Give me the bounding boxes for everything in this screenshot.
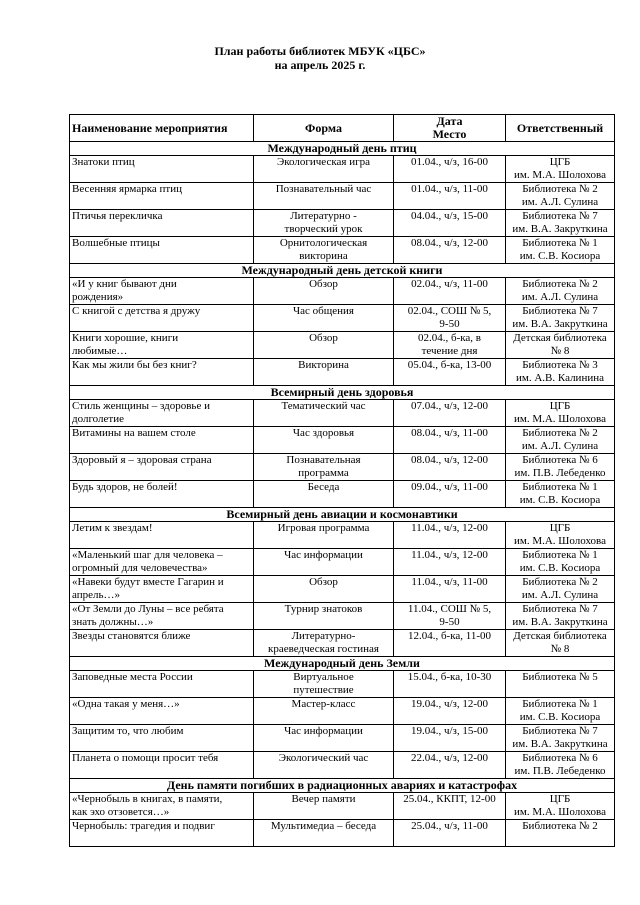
event-name-cell: «Одна такая у меня…» (70, 698, 254, 725)
event-date-cell: 08.04., ч/з, 12-00 (394, 237, 506, 264)
event-responsible-cell: Библиотека № 2 им. А.Л. Сулина (506, 183, 615, 210)
table-row (70, 576, 615, 603)
table-row (70, 630, 615, 657)
header-name: Наименование мероприятия (70, 115, 254, 142)
event-name-cell: Птичья перекличка (70, 210, 254, 237)
event-name-cell: Будь здоров, не болей! (70, 481, 254, 508)
event-date-cell: 05.04., б-ка, 13-00 (394, 359, 506, 386)
table-row (70, 427, 615, 454)
event-date-cell: 11.04., СОШ № 5, 9-50 (394, 603, 506, 630)
document-title: План работы библиотек МБУК «ЦБС» (214, 44, 426, 58)
event-form-cell: Час здоровья (254, 427, 394, 454)
table-row (70, 278, 615, 305)
event-form-cell: Экологический час (254, 752, 394, 779)
event-name-cell: Книги хорошие, книги любимые… (70, 332, 254, 359)
event-date-cell: 25.04., ККПТ, 12-00 (394, 793, 506, 820)
event-responsible-cell: Библиотека № 7 им. В.А. Закруткина (506, 603, 615, 630)
table-row (70, 671, 615, 698)
event-responsible-cell: Библиотека № 2 им. А.Л. Сулина (506, 427, 615, 454)
table-row (70, 400, 615, 427)
event-responsible-cell: Библиотека № 3 им. А.В. Калинина (506, 359, 615, 386)
event-form-cell: Час информации (254, 549, 394, 576)
event-name-cell: «Чернобыль в книгах, в памяти, как эхо отзовется…» (70, 793, 254, 820)
event-date-cell: 09.04., ч/з, 11-00 (394, 481, 506, 508)
event-name-cell: Звезды становятся ближе (70, 630, 254, 657)
event-form-cell: Час общения (254, 305, 394, 332)
event-form-cell: Тематический час (254, 400, 394, 427)
event-name-cell: «Навеки будут вместе Гагарин и апрель…» (70, 576, 254, 603)
table-row (70, 603, 615, 630)
table-row (70, 454, 615, 481)
event-form-cell: Вечер памяти (254, 793, 394, 820)
table-row (70, 359, 615, 386)
event-date-cell: 02.04., СОШ № 5, 9-50 (394, 305, 506, 332)
event-form-cell: Обзор (254, 332, 394, 359)
event-name-cell: Знатоки птиц (70, 156, 254, 183)
event-date-cell: 02.04., ч/з, 11-00 (394, 278, 506, 305)
event-form-cell: Игровая программа (254, 522, 394, 549)
section-title: Всемирный день авиации и космонавтики (70, 508, 615, 522)
table-row (70, 183, 615, 210)
event-date-cell: 08.04., ч/з, 11-00 (394, 427, 506, 454)
event-date-cell: 25.04., ч/з, 11-00 (394, 820, 506, 847)
event-form-cell: Викторина (254, 359, 394, 386)
event-date-cell: 11.04., ч/з, 11-00 (394, 576, 506, 603)
section-row (70, 264, 615, 278)
event-date-cell: 15.04., б-ка, 10-30 (394, 671, 506, 698)
event-responsible-cell: Библиотека № 1 им. С.В. Косиора (506, 481, 615, 508)
event-form-cell: Турнир знатоков (254, 603, 394, 630)
events-table (69, 114, 615, 847)
event-form-cell: Час информации (254, 725, 394, 752)
event-name-cell: «От Земли до Луны – все ребята знать должны…» (70, 603, 254, 630)
event-date-cell: 22.04., ч/з, 12-00 (394, 752, 506, 779)
section-title: Международный день детской книги (70, 264, 615, 278)
event-responsible-cell: ЦГБ им. М.А. Шолохова (506, 156, 615, 183)
event-responsible-cell: Библиотека № 6 им. П.В. Лебеденко (506, 752, 615, 779)
section-title: Всемирный день здоровья (70, 386, 615, 400)
event-form-cell: Обзор (254, 278, 394, 305)
event-date-cell: 11.04., ч/з, 12-00 (394, 522, 506, 549)
table-row (70, 481, 615, 508)
section-title: Международный день птиц (70, 142, 615, 156)
table-row (70, 522, 615, 549)
event-date-cell: 01.04., ч/з, 16-00 (394, 156, 506, 183)
event-form-cell: Литературно - творческий урок (254, 210, 394, 237)
event-name-cell: Стиль женщины – здоровье и долголетие (70, 400, 254, 427)
section-title: День памяти погибших в радиационных авариях и катастрофах (70, 779, 615, 793)
event-form-cell: Обзор (254, 576, 394, 603)
table-row (70, 820, 615, 847)
event-date-cell: 19.04., ч/з, 12-00 (394, 698, 506, 725)
table-header-row (70, 115, 615, 142)
event-name-cell: «И у книг бывают дни рождения» (70, 278, 254, 305)
event-date-cell: 12.04., б-ка, 11-00 (394, 630, 506, 657)
section-row (70, 657, 615, 671)
table-row (70, 549, 615, 576)
document-subtitle: на апрель 2025 г. (274, 58, 366, 72)
header-date-place: Дата Место (394, 115, 506, 142)
event-responsible-cell: Библиотека № 7 им. В.А. Закруткина (506, 210, 615, 237)
event-form-cell: Беседа (254, 481, 394, 508)
section-row (70, 508, 615, 522)
event-form-cell: Виртуальное путешествие (254, 671, 394, 698)
event-name-cell: «Маленький шаг для человека – огромный для человечества» (70, 549, 254, 576)
event-responsible-cell: Библиотека № 1 им. С.В. Косиора (506, 698, 615, 725)
section-title: Международный день Земли (70, 657, 615, 671)
event-responsible-cell: ЦГБ им. М.А. Шолохова (506, 400, 615, 427)
event-date-cell: 02.04., б-ка, в течение дня (394, 332, 506, 359)
event-date-cell: 01.04., ч/з, 11-00 (394, 183, 506, 210)
table-row (70, 752, 615, 779)
event-responsible-cell: Библиотека № 5 (506, 671, 615, 698)
event-date-cell: 07.04., ч/з, 12-00 (394, 400, 506, 427)
event-name-cell: Заповедные места России (70, 671, 254, 698)
event-responsible-cell: ЦГБ им. М.А. Шолохова (506, 522, 615, 549)
event-name-cell: Защитим то, что любим (70, 725, 254, 752)
event-responsible-cell: Библиотека № 1 им. С.В. Косиора (506, 237, 615, 264)
event-responsible-cell: Библиотека № 7 им. В.А. Закруткина (506, 725, 615, 752)
event-form-cell: Орнитологическая викторина (254, 237, 394, 264)
event-name-cell: Чернобыль: трагедия и подвиг (70, 820, 254, 847)
section-row (70, 142, 615, 156)
table-row (70, 698, 615, 725)
event-form-cell: Познавательная программа (254, 454, 394, 481)
event-date-cell: 19.04., ч/з, 15-00 (394, 725, 506, 752)
header-responsible: Ответственный (506, 115, 615, 142)
event-date-cell: 04.04., ч/з, 15-00 (394, 210, 506, 237)
header-form: Форма (254, 115, 394, 142)
event-responsible-cell: Детская библиотека № 8 (506, 332, 615, 359)
event-responsible-cell: Библиотека № 7 им. В.А. Закруткина (506, 305, 615, 332)
event-form-cell: Познавательный час (254, 183, 394, 210)
table-row (70, 793, 615, 820)
table-row (70, 305, 615, 332)
event-form-cell: Мультимедиа – беседа (254, 820, 394, 847)
event-form-cell: Мастер-класс (254, 698, 394, 725)
event-name-cell: С книгой с детства я дружу (70, 305, 254, 332)
event-date-cell: 08.04., ч/з, 12-00 (394, 454, 506, 481)
table-row (70, 156, 615, 183)
event-responsible-cell: ЦГБ им. М.А. Шолохова (506, 793, 615, 820)
event-responsible-cell: Библиотека № 2 им. А.Л. Сулина (506, 278, 615, 305)
event-name-cell: Волшебные птицы (70, 237, 254, 264)
event-name-cell: Как мы жили бы без книг? (70, 359, 254, 386)
event-responsible-cell: Библиотека № 1 им. С.В. Косиора (506, 549, 615, 576)
event-name-cell: Планета о помощи просит тебя (70, 752, 254, 779)
event-name-cell: Летим к звездам! (70, 522, 254, 549)
table-row (70, 725, 615, 752)
event-responsible-cell: Библиотека № 2 им. А.Л. Сулина (506, 576, 615, 603)
table-row (70, 332, 615, 359)
event-name-cell: Здоровый я – здоровая страна (70, 454, 254, 481)
event-form-cell: Литературно- краеведческая гостиная (254, 630, 394, 657)
table-row (70, 237, 615, 264)
section-row (70, 779, 615, 793)
event-form-cell: Экологическая игра (254, 156, 394, 183)
event-responsible-cell: Детская библиотека № 8 (506, 630, 615, 657)
section-row (70, 386, 615, 400)
event-responsible-cell: Библиотека № 2 (506, 820, 615, 847)
event-name-cell: Витамины на вашем столе (70, 427, 254, 454)
event-date-cell: 11.04., ч/з, 12-00 (394, 549, 506, 576)
event-responsible-cell: Библиотека № 6 им. П.В. Лебеденко (506, 454, 615, 481)
event-name-cell: Весенняя ярмарка птиц (70, 183, 254, 210)
table-row (70, 210, 615, 237)
